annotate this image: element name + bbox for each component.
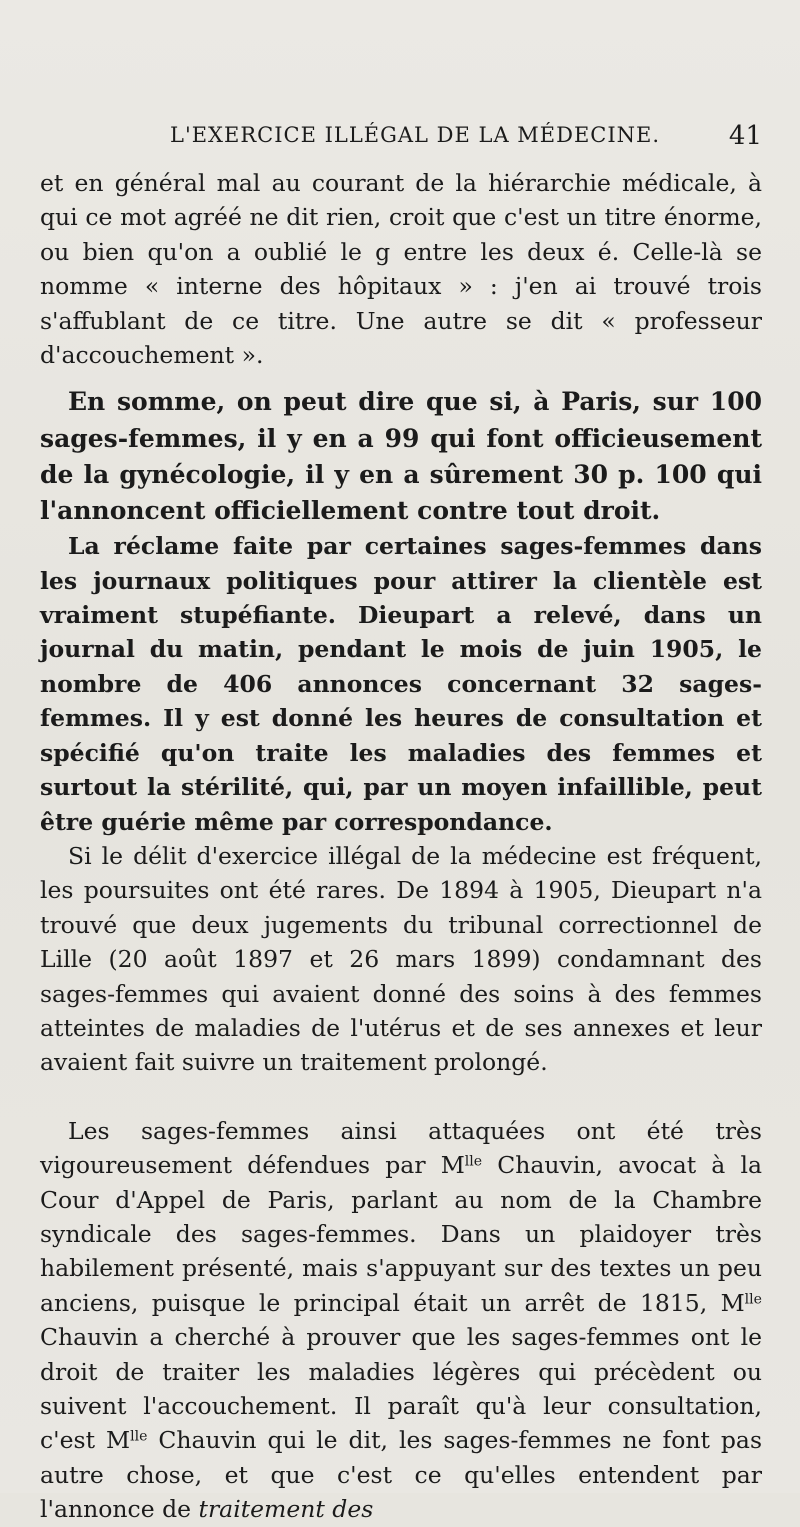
paragraph-delit: Si le délit d'exercice illégal de la médecine est fréquent, les poursuites ont été rares. De 1894 à 1905, Dieupart n'a trouvé que deux jugements du tribunal correctionnel de Lille (20 août 1897 et 26 mars 1899) condamnant des sages-femmes qui avaient donné des soins à des femmes atteintes de maladies de l'utérus et de ses annexes et leur avaient fait suivre un traitement prolongé.: [40, 841, 762, 1077]
defense-text-3: Chauvin a cherché à prouver que les sages-femmes ont le droit de traiter les maladies légères qui précèdent ou suivent l'accouchement. Il paraît qu'à leur consultation, c'est M: [40, 1323, 762, 1455]
paragraph-defense: [40, 1114, 762, 1527]
mlle-superscript: lle: [464, 1153, 483, 1170]
running-title: L'EXERCICE ILLÉGAL DE LA MÉDECINE.: [170, 123, 661, 147]
defense-italic-end: traitement des: [198, 1495, 374, 1524]
defense-text-1: Les sages-femmes ainsi attaquées ont été très vigoureusement défendues par M: [40, 1116, 762, 1180]
paragraph-en-somme: En somme, on peut dire que si, à Paris, sur 100 sages-femmes, il y en a 99 qui font officieusement de la gynécologie, il y en a sûrement 30 p. 100 qui l'annoncent officiellement contre tout droit.: [40, 387, 762, 526]
mlle-superscript: lle: [744, 1291, 762, 1308]
defense-text-2: Chauvin, avocat à la Cour d'Appel de Paris, parlant au nom de la Chambre syndicale des sages-femmes. Dans un plaidoyer très habilement présenté, mais s'appuyant sur des textes un peu anciens, puisque le principal était un arrêt de 1815, M: [40, 1151, 762, 1317]
running-head: [40, 123, 762, 153]
paragraph-continuation: et en général mal au courant de la hiérarchie médicale, à qui ce mot agréé ne dit rien, croit que c'est un titre énorme, ou bien qu'on a oublié le g entre les deux é. Celle-là se nomme « interne des hôpitaux » : j'en ai trouvé trois s'affublant de ce titre. Une autre se dit « professeur d'accouchement ».: [40, 169, 762, 370]
page-number: 41: [728, 121, 762, 151]
paragraph-reclame: La réclame faite par certaines sages-femmes dans les journaux politiques pour attirer la clientèle est vraiment stupéfiante. Dieupart a relevé, dans un journal du matin, pendant le mois de juin 1905, le nombre de 406 annonces concernant 32 sages-femmes. Il y est donné les heures de consultation et spécifié qu'on traite les maladies des femmes et surtout la stérilité, qui, par un moyen infaillible, peut être guérie même par correspondance.: [40, 532, 762, 836]
defense-text-4: Chauvin qui le dit, les sages-femmes ne font pas autre chose, et que c'est ce qu'elles entendent par l'annonce de: [40, 1426, 762, 1524]
body-text: [40, 166, 762, 1527]
mlle-superscript: lle: [130, 1428, 148, 1445]
